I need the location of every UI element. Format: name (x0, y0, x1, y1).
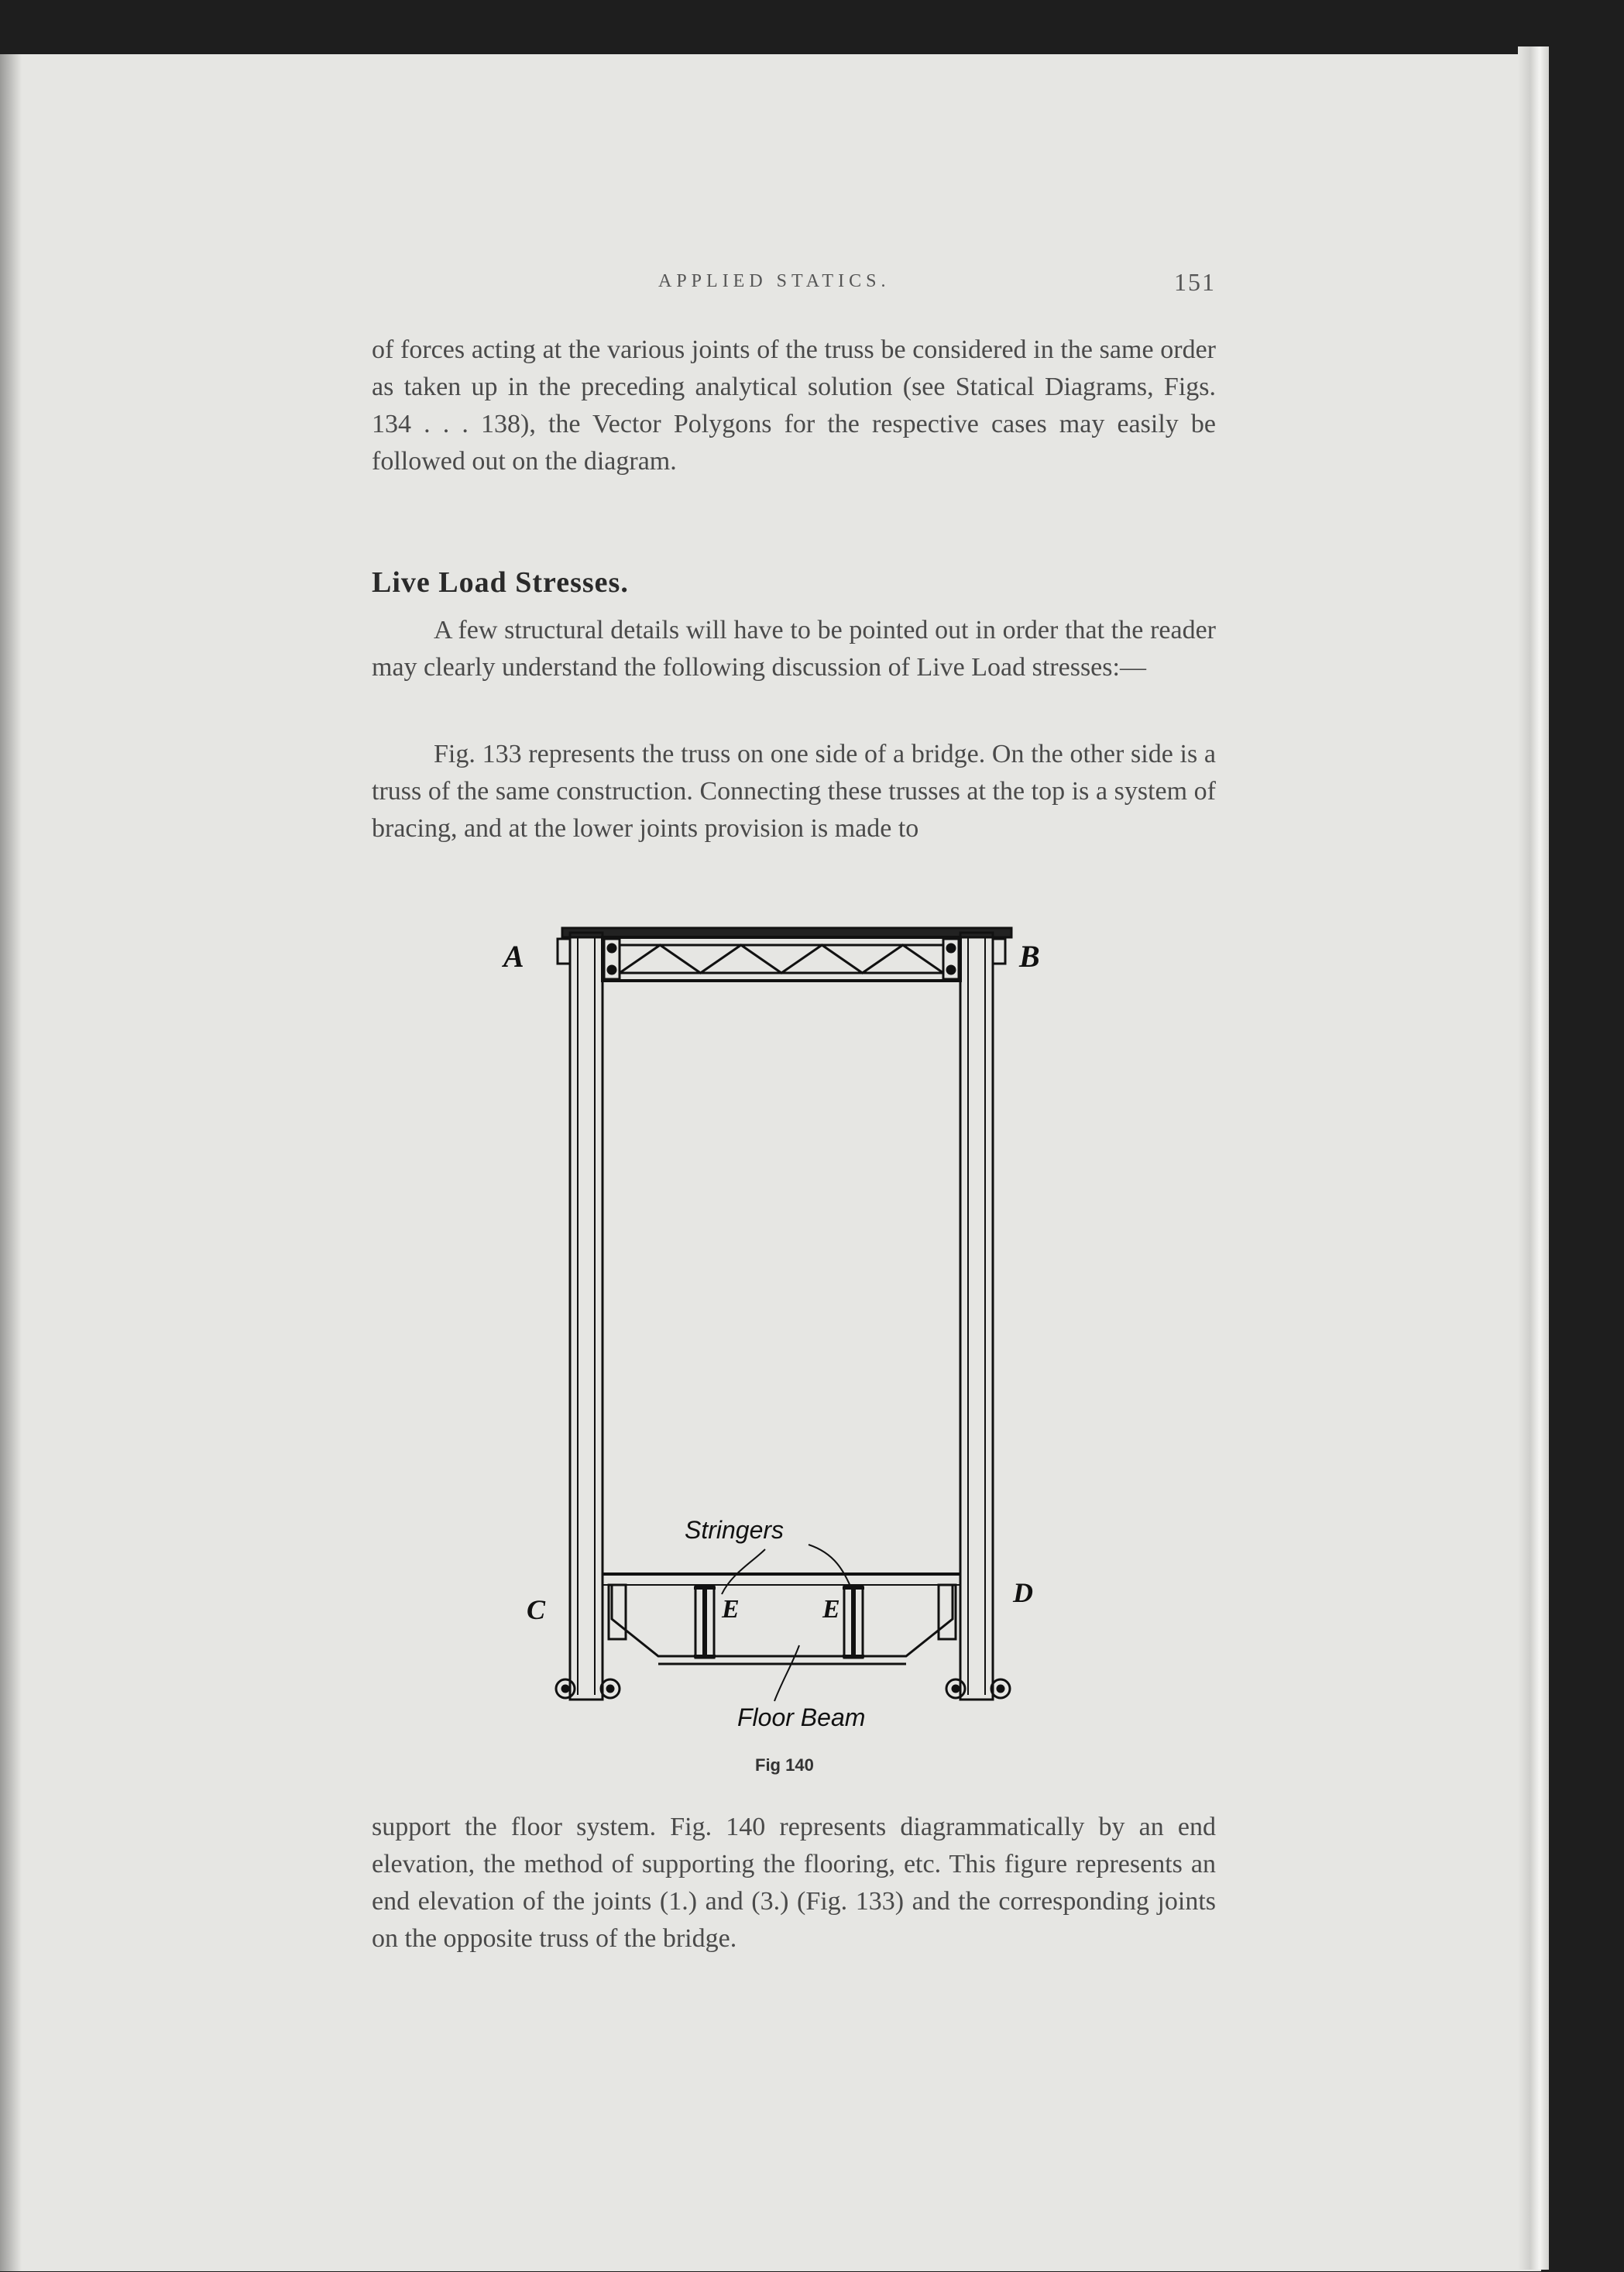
paragraph-2: A few structural details will have to be pointed out in order that the reader may clearly understand the following discussion of Live Load stresses:— (372, 616, 1216, 682)
stringers-label: Stringers (685, 1516, 785, 1544)
floor-beam-label: Floor Beam (737, 1703, 866, 1731)
label-d: D (1013, 1577, 1033, 1608)
running-header (658, 268, 1216, 302)
figure-caption: Fig 140 (755, 1755, 814, 1775)
floor-beam-leader (774, 1645, 799, 1701)
paragraph-1: of forces acting at the various joints of the truss be considered in the same order as taken up in the preceding analytical solution (see Statical Diagrams, Figs. 134 . . . 138), the Vector Polygons for the respective cases may easily be followed out on the diagram. (372, 335, 1216, 476)
floor-beam-web (612, 1585, 953, 1656)
page-edge (1518, 46, 1549, 2270)
paragraph-4: support the floor system. Fig. 140 represents diagrammatically by an end elevation, the method of supporting the flooring, etc. This figure represents an end elevation of the joints (1.) and (3.) (Fig. 133) and the corresponding joints on the opposite truss of the bridge. (372, 1813, 1216, 1953)
figure-140 (496, 914, 1040, 1731)
left-post (570, 933, 603, 1700)
left-top-bolt (558, 939, 570, 964)
section-heading: Live Load Stresses. (372, 566, 629, 599)
right-post (960, 933, 993, 1700)
stringers-leader-left (722, 1549, 765, 1594)
label-c: C (527, 1594, 546, 1625)
bridge-end-elevation-diagram (496, 914, 1040, 1731)
page-number: 151 (1174, 268, 1216, 296)
label-e-right: E (822, 1595, 840, 1624)
running-title: APPLIED STATICS. (658, 271, 891, 291)
paragraph-3: Fig. 133 represents the truss on one side of a bridge. On the other side is a truss of the same construction. Connecting these trusses at the top is a system of bracing, and at the lower joints provision is made to (372, 740, 1216, 843)
label-e-left: E (722, 1595, 740, 1624)
label-a: A (503, 939, 524, 974)
lattice-bracing (620, 945, 943, 973)
label-b: B (1019, 939, 1040, 974)
spine-shadow (0, 54, 22, 2271)
